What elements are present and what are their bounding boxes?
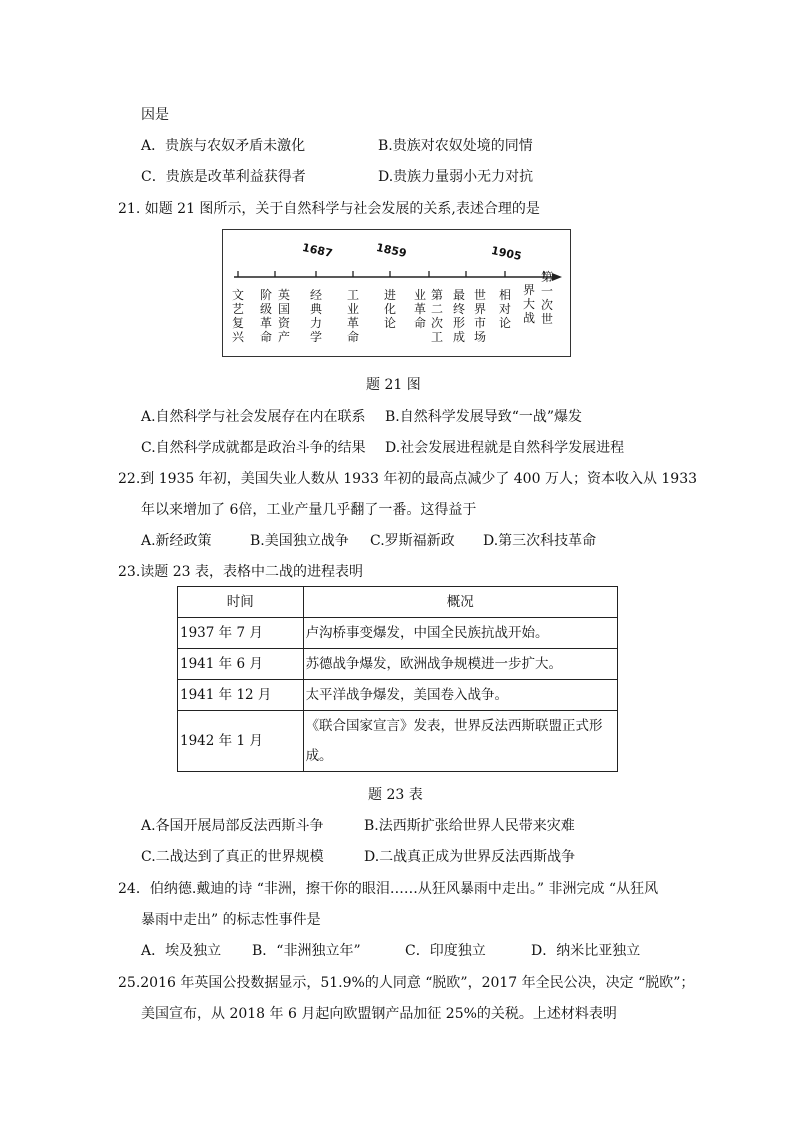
q21-option-d: D.社会发展进程就是自然科学发展进程 <box>385 440 625 456</box>
timeline-label: 第二次工 <box>430 288 443 344</box>
year-label-1859: 1859 <box>374 240 408 261</box>
q22-stem-line2: 年以来增加了 6倍，工业产量几乎翻了一番。这得益于 <box>141 502 477 518</box>
q24-stem-line1: 24．伯纳德.戴迪的诗 “非洲，擦干你的眼泪……从狂风暴雨中走出。” 非洲完成 “从狂风 <box>118 881 659 897</box>
header-time: 时间 <box>178 587 304 618</box>
q21-timeline-figure <box>222 229 571 357</box>
q20-option-b: B.贵族对农奴处境的同情 <box>378 138 533 154</box>
q21-option-a: A.自然科学与社会发展存在内在联系 <box>141 409 366 425</box>
timeline-label: 第一次世 <box>540 270 553 326</box>
q24-stem-line2: 暴雨中走出” 的标志性事件是 <box>141 912 321 928</box>
row-date: 1941 年 6 月 <box>178 649 304 680</box>
header-summary: 概况 <box>303 587 617 618</box>
q22-option-b: B.美国独立战争 <box>250 533 349 549</box>
timeline-label: 经典力学 <box>309 288 322 344</box>
timeline-label: 进化论 <box>383 288 396 330</box>
q25-stem-line1: 25.2016 年英国公投数据显示，51.9%的人同意 “脱欧”，2017 年全民公决，决定 “脱欧”； <box>118 975 695 991</box>
q25-stem-line2: 美国宣布，从 2018 年 6 月起向欧盟钢产品加征 25%的关税。上述材料表明 <box>141 1006 617 1022</box>
q21-option-b: B.自然科学发展导致“一战”爆发 <box>385 409 583 425</box>
timeline-label: 界大战 <box>522 283 535 325</box>
q22-stem-line1: 22.到 1935 年初，美国失业人数从 1933 年初的最高点减少了 400 万人；资本收入从 1933 <box>118 471 698 487</box>
q23-stem: 23.读题 23 表，表格中二战的进程表明 <box>118 564 363 580</box>
q23-table-caption: 题 23 表 <box>368 787 423 803</box>
timeline-label: 工业革命 <box>346 288 359 344</box>
row-event: 卢沟桥事变爆发，中国全民族抗战开始。 <box>303 618 617 649</box>
q20-option-a: A．贵族与农奴矛盾未激化 <box>141 138 306 154</box>
q23-option-c: C.二战达到了真正的世界规模 <box>141 849 324 865</box>
q23-option-a: A.各国开展局部反法西斯斗争 <box>141 818 324 834</box>
q23-table <box>177 586 618 772</box>
timeline-label: 世界市场 <box>473 288 486 344</box>
q23-option-b: B.法西斯扩张给世界人民带来灾难 <box>364 818 575 834</box>
q22-option-c: C.罗斯福新政 <box>370 533 455 549</box>
row-event: 《联合国家宣言》发表，世界反法西斯联盟正式形成。 <box>303 711 617 772</box>
q21-figure-caption: 题 21 图 <box>366 377 421 393</box>
row-date: 1942 年 1 月 <box>178 711 304 772</box>
row-date: 1937 年 7 月 <box>178 618 304 649</box>
q23-option-d: D.二战真正成为世界反法西斯战争 <box>364 849 576 865</box>
q21-stem: 21. 如题 21 图所示，关于自然科学与社会发展的关系,表述合理的是 <box>118 201 540 217</box>
timeline-label: 业革命 <box>413 288 426 330</box>
q20-option-c: C．贵族是改革利益获得者 <box>141 169 306 185</box>
row-event: 苏德战争爆发，欧洲战争规模进一步扩大。 <box>303 649 617 680</box>
timeline-label: 阶级革命 <box>259 288 272 344</box>
q21-option-c: C.自然科学成就都是政治斗争的结果 <box>141 440 366 456</box>
row-event: 太平洋战争爆发，美国卷入战争。 <box>303 680 617 711</box>
table-row <box>178 618 618 649</box>
table-row <box>178 711 618 772</box>
timeline-label: 相对论 <box>498 288 511 330</box>
year-label-1687: 1687 <box>300 240 334 261</box>
row-date: 1941 年 12 月 <box>178 680 304 711</box>
q24-option-d: D．纳米比亚独立 <box>531 943 641 959</box>
timeline-label: 英国资产 <box>277 288 290 344</box>
q24-option-a: A．埃及独立 <box>141 943 222 959</box>
year-label-1905: 1905 <box>489 243 523 264</box>
table-header-row <box>178 587 618 618</box>
q22-option-a: A.新经政策 <box>141 533 212 549</box>
q20-stem-tail: 因是 <box>141 107 169 123</box>
q22-option-d: D.第三次科技革命 <box>483 533 597 549</box>
table-row <box>178 680 618 711</box>
q20-option-d: D.贵族力量弱小无力对抗 <box>378 169 534 185</box>
timeline-label: 文艺复兴 <box>231 288 244 344</box>
timeline-label: 最终形成 <box>452 288 465 344</box>
table-row <box>178 649 618 680</box>
q24-option-c: C．印度独立 <box>405 943 486 959</box>
q24-option-b: B．“非洲独立年” <box>252 943 361 959</box>
